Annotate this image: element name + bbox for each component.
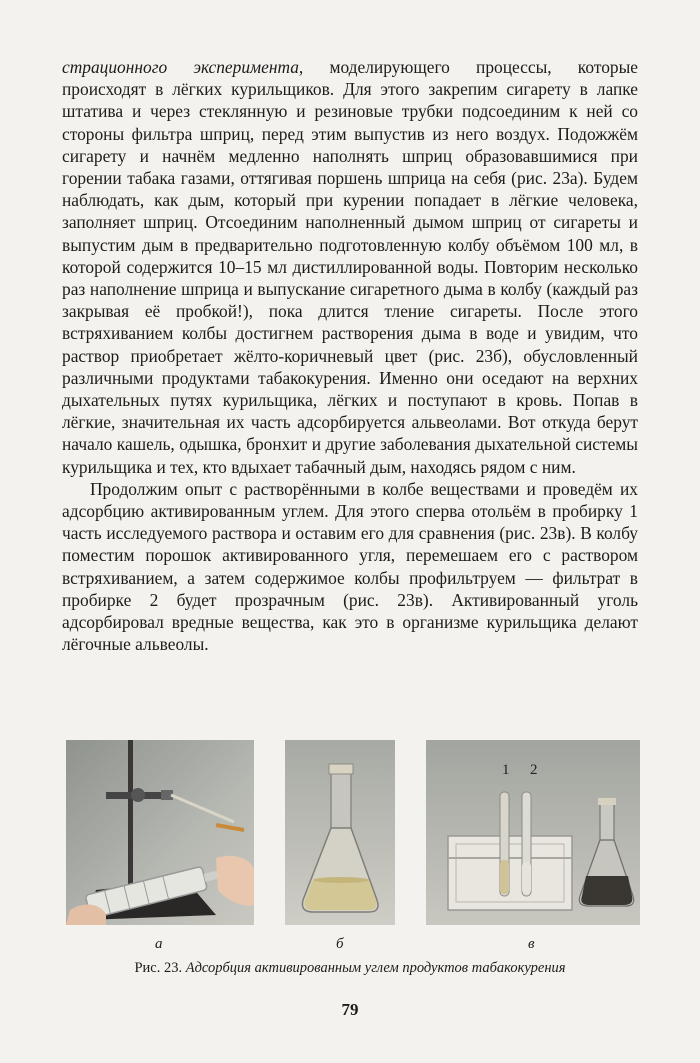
caption-text: Адсорбция активированным углем продуктов табакокурения — [185, 960, 566, 976]
photo-b-flask — [285, 740, 395, 925]
page-number: 79 — [341, 1000, 359, 1019]
figure-label-c: в — [528, 936, 535, 952]
paragraph-2-text: Продолжим опыт с растворёнными в колбе веществами и проведём их адсорбцию активированным углем. Для этого сперва отольём в пробирку 1 часть исследуемого раствора и оставим его для сравнения (рис. 23в). В колбу поместим порошок активированного угля, перемешаем его с раствором встряхиванием, а затем содержимое колбы профильтруем — фильтрат в пробирке 2 будет прозрачным (рис. 23в). Активированный уголь адсорбировал вредные вещества, как это в организме курильщика делают лёгочные альвеолы. — [62, 478, 638, 655]
caption-prefix: Рис. 23. — [134, 960, 183, 976]
figure-label-a: а — [155, 936, 163, 952]
tube-number-2: 2 — [530, 762, 538, 778]
figure-23 — [0, 740, 700, 925]
paragraph-1-italic-lead: страционного эксперимента, — [62, 57, 304, 77]
paragraph-2 — [62, 478, 638, 656]
paragraph-1-text: моделирующего процессы, которые происходят в лёгких курильщиков. Для этого закрепим сигарету в лапке штатива и через стеклянную и резиновые трубки подсоединим к ней со стороны фильтра шприц, перед этим выпустив из него воздух. Подожжём сигарету и начнём медленно наполнять шприц образовавшимися при горении табака газами, оттягивая поршень шприца на себя (рис. 23а). Будем наблюдать, как дым, который при курении попадает в лёгкие человека, заполняет шприц. Отсоединим наполненный дымом шприц от сигареты и выпустим дым в предварительно подготовленную колбу объёмом 100 мл, в которой содержится 10–15 мл дистиллированной воды. Повторим несколько раз наполнение шприца и выпускание сигаретного дыма в колбу (каждый раз закрывая её пробкой!), пока длится тление сигареты. После этого встряхиванием колбы достигнем растворения дыма в воде и увидим, что раствор приобретает жёлто-коричневый цвет (рис. 23б), обусловленный различными продуктами табакокурения. Именно они оседают на верхних дыхательных путях курильщика, лёгких и поступают в кровь. Попав в лёгкие, значительная их часть адсорбируется альвеолами. Вот откуда берут начало кашель, одышка, бронхит и другие заболевания дыхательной системы курильщика и тех, кто вдыхает табачный дым, находясь рядом с ним. — [62, 57, 638, 477]
figure-caption — [0, 960, 700, 977]
tube-number-1: 1 — [502, 762, 510, 778]
paragraph-1 — [62, 56, 638, 478]
photo-c-tubes-and-flask — [426, 740, 640, 925]
photo-a-syringe-stand — [66, 740, 254, 925]
body-text — [62, 56, 638, 655]
figure-label-b: б — [336, 936, 344, 952]
